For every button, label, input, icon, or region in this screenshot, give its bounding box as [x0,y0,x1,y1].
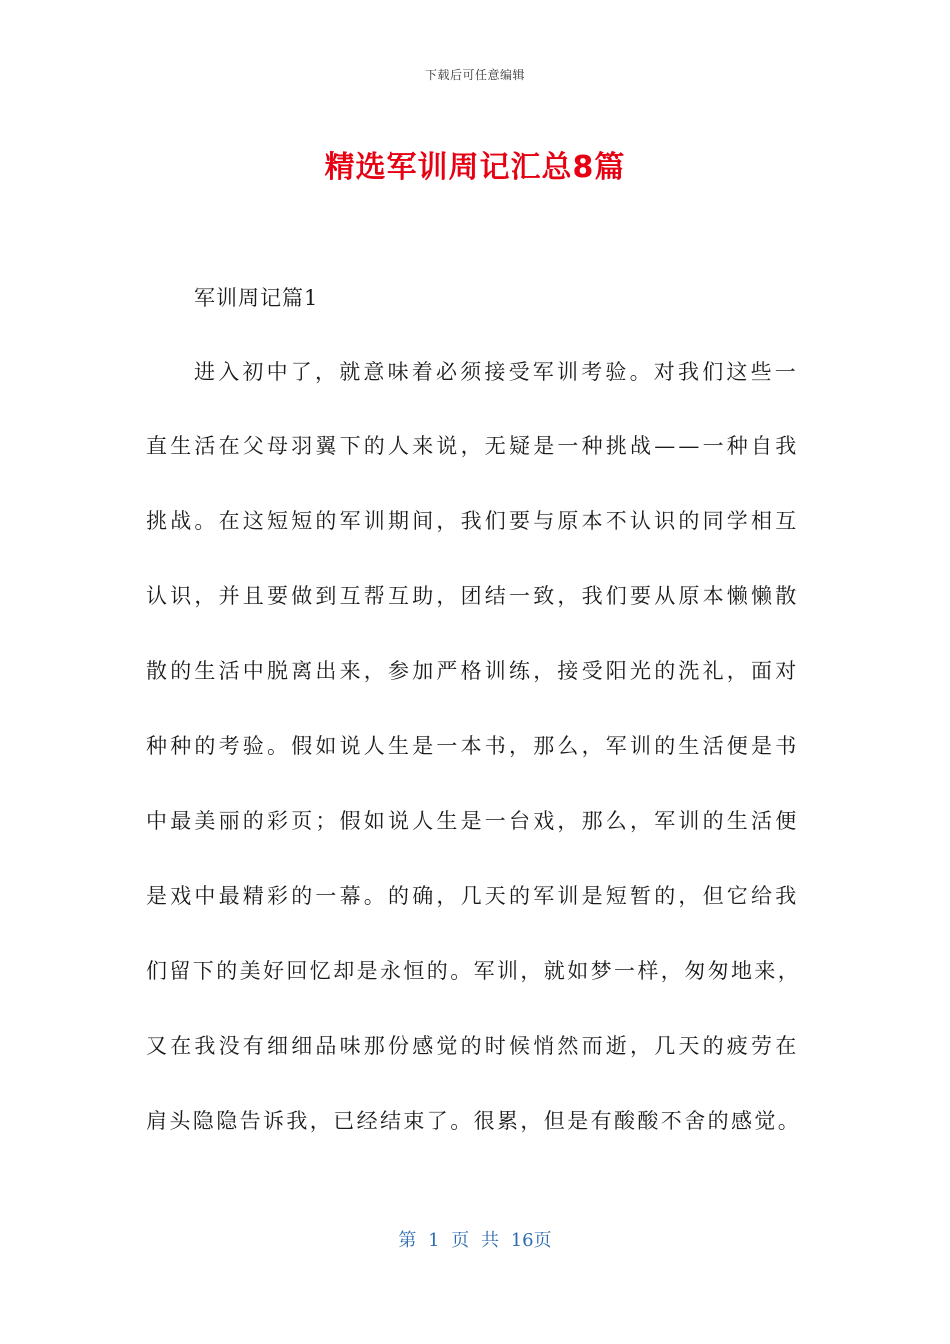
text-line: 种种的考验。假如说人生是一本书，那么，军训的生活便是书 [146,734,800,758]
page-footer: 第 1 页 共 16页 [398,1230,552,1251]
text-line: 肩头隐隐告诉我，已经结束了。很累，但是有酸酸不舍的感觉。 [146,1109,802,1133]
text-line: 挑战。在这短短的军训期间，我们要与原本不认识的同学相互 [146,509,800,533]
document-title: 精选军训周记汇总8篇 [324,150,626,185]
page-header: 下载后可任意编辑 [424,68,525,82]
text-line: 中最美丽的彩页；假如说人生是一台戏，那么，军训的生活便 [146,809,800,833]
text-line: 散的生活中脱离出来，参加严格训练，接受阳光的洗礼，面对 [146,659,800,683]
text-line: 是戏中最精彩的一幕。的确，几天的军训是短暂的，但它给我 [146,884,800,908]
section-heading: 军训周记篇1 [194,286,319,310]
text-line: 又在我没有细细品味那份感觉的时候悄然而逝，几天的疲劳在 [146,1034,800,1058]
text-line: 进入初中了，就意味着必须接受军训考验。对我们这些一 [194,360,799,384]
text-line: 们留下的美好回忆却是永恒的。军训，就如梦一样，匆匆地来， [146,959,802,983]
text-line: 直生活在父母羽翼下的人来说，无疑是一种挑战——一种自我 [146,434,800,458]
text-line: 认识，并且要做到互帮互助，团结一致，我们要从原本懒懒散 [146,584,800,608]
